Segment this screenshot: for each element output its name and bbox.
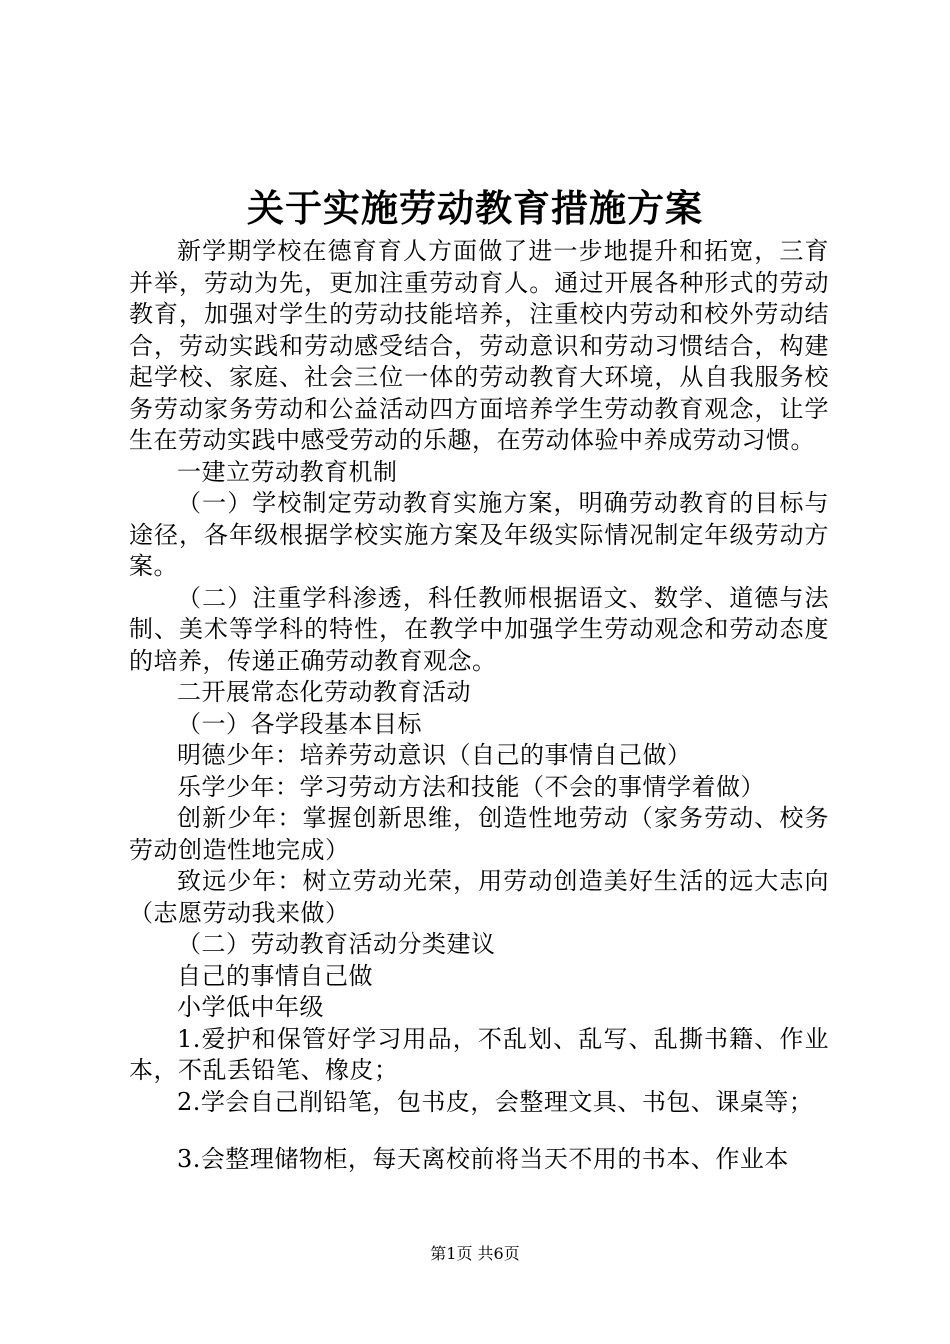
paragraph-item-1-1: （一）学校制定劳动教育实施方案，明确劳动教育的目标与途径，各年级根据学校实施方案及年级实际情况制定年级劳动方案。 (129, 489, 829, 580)
page-indicator: 第1页 共6页 (430, 1244, 520, 1263)
section-heading-1: 一建立劳动教育机制 (177, 457, 398, 486)
goal-zhiyuan: 致远少年：树立劳动光荣，用劳动创造美好生活的远大志向（志愿劳动我来做） (129, 867, 829, 927)
paragraph-item-1-2: （二）注重学科渗透，科任教师根据语文、数学、道德与法制、美术等学科的特性，在教学中加强学生劳动观念和劳动态度的培养，传递正确劳动教育观念。 (129, 583, 829, 675)
subsection-heading-2-1: （一）各学段基本目标 (177, 709, 422, 738)
intro-paragraph: 新学期学校在德育育人方面做了进一步地提升和拓宽，三育并举，劳动为先，更加注重劳动育人。通过开展各种形式的劳动教育，加强对学生的劳动技能培养，注重校内劳动和校外劳动结合，劳动实践和劳动感受结合，劳动意识和劳动习惯结合，构建起学校、家庭、社会三位一体的劳动教育大环境，从自我服务校务劳动家务劳动和公益活动四方面培养学生劳动教育观念，让学生在劳动实践中感受劳动的乐趣，在劳动体验中养成劳动习惯。 (129, 237, 829, 454)
goal-lexue: 乐学少年：学习劳动方法和技能（不会的事情学着做） (177, 772, 765, 801)
goal-chuangxin: 创新少年：掌握创新思维，创造性地劳动（家务劳动、校务劳动创造性地完成） (129, 804, 829, 864)
goal-mingde: 明德少年：培养劳动意识（自己的事情自己做） (177, 741, 692, 769)
subsection-heading-2-2: （二）劳动教育活动分类建议 (177, 930, 496, 958)
list-item-1: 1.爱护和保管好学习用品，不乱划、乱写、乱撕书籍、作业本，不乱丢铅笔、橡皮； (129, 1024, 829, 1084)
list-item-3: 3.会整理储物柜，每天离校前将当天不用的书本、作业本 (177, 1145, 789, 1173)
grade-heading: 小学低中年级 (177, 993, 324, 1021)
document-body (129, 236, 829, 1176)
list-item-2: 2.学会自己削铅笔，包书皮，会整理文具、书包、课桌等； (177, 1087, 814, 1116)
section-heading-2: 二开展常态化劳动教育活动 (177, 678, 471, 706)
document-title: 关于实施劳动教育措施方案 (247, 186, 703, 230)
category-heading: 自己的事情自己做 (177, 961, 373, 990)
